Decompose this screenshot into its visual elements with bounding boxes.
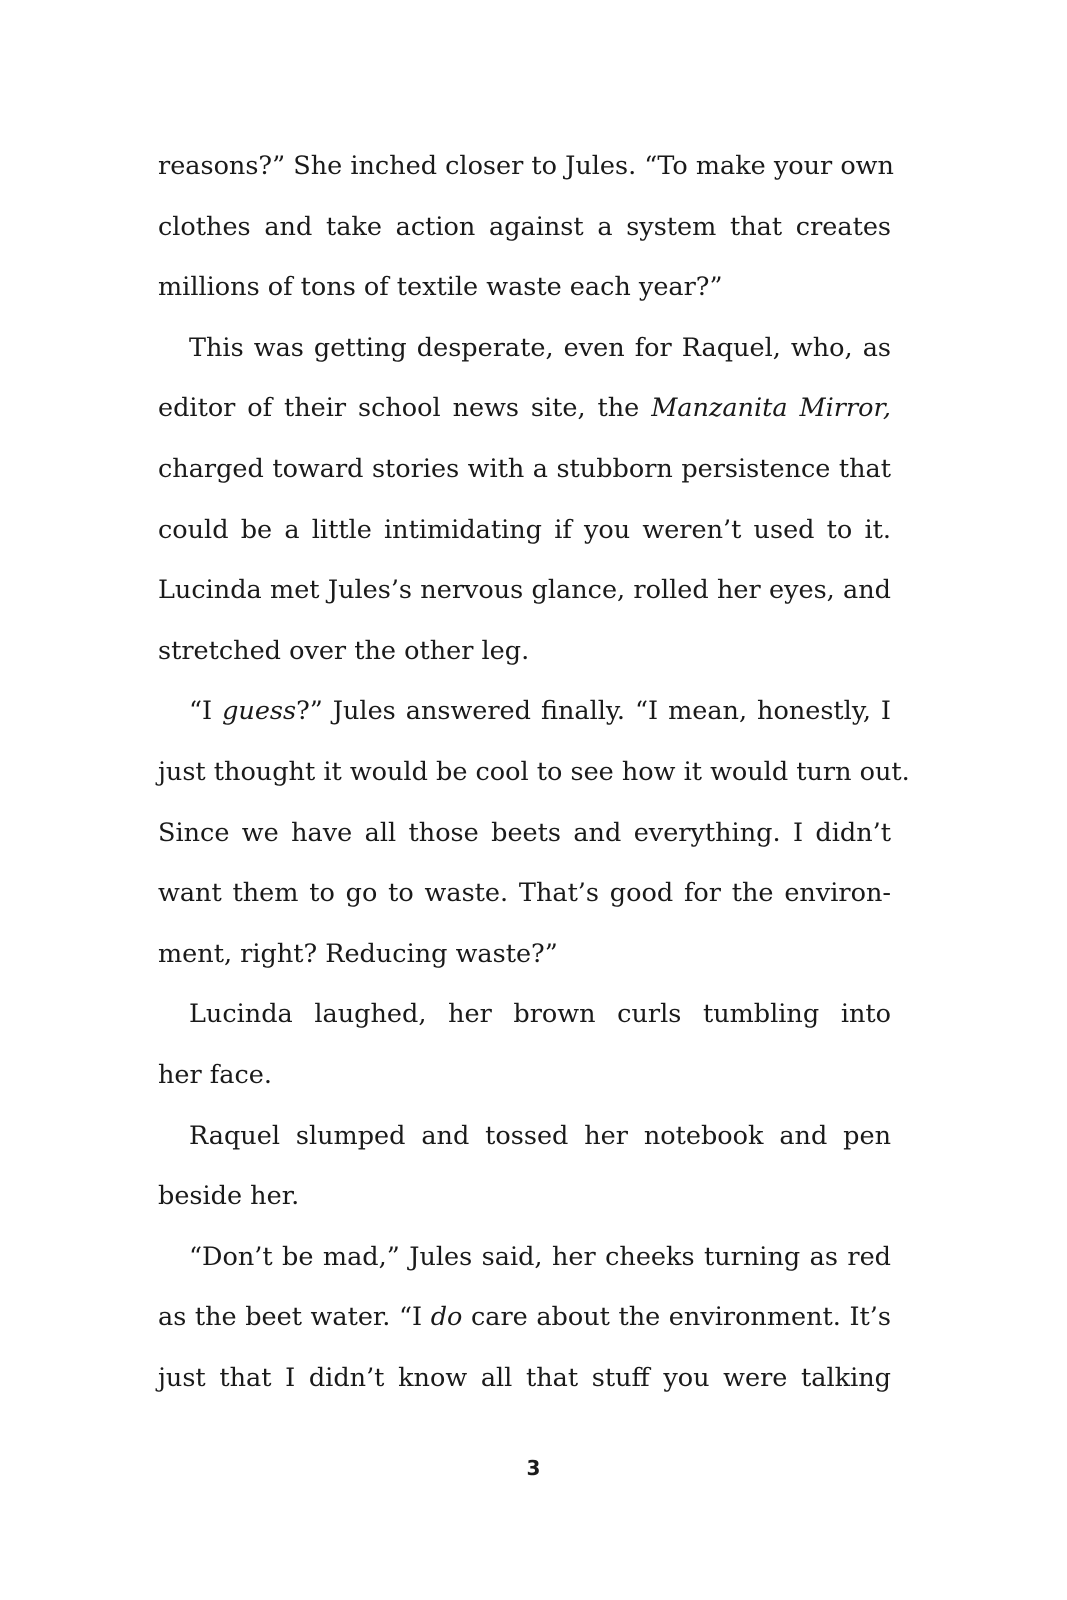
text-line [158, 257, 891, 318]
text-segment: reasons?” She inched closer to Jules. “To make your own [158, 151, 894, 181]
text-line [158, 681, 891, 742]
text-line [158, 500, 891, 561]
text-segment: care about the environment. It’s [462, 1302, 891, 1333]
text-line [158, 1287, 891, 1348]
text-segment: want them to go to waste. That’s good for the environ- [158, 878, 891, 909]
text-segment: clothes and take action against a system that creates [158, 211, 891, 242]
body-text [158, 136, 910, 1408]
text-segment: Since we have all those beets and everything. I didn’t [158, 817, 891, 848]
text-line [158, 924, 891, 985]
text-segment: ?” Jules answered finally. “I mean, honestly, I [296, 696, 891, 727]
text-line [158, 439, 891, 500]
text-segment: This was getting desperate, even for Raquel, who, as [189, 332, 891, 363]
page-number: 3 [526, 1456, 541, 1480]
text-line [158, 984, 891, 1045]
text-segment: just thought it would be cool to see how it would turn out. [158, 756, 910, 787]
text-segment: stretched over the other leg. [158, 635, 530, 666]
text-line [158, 560, 891, 621]
text-segment: could be a little intimidating if you weren’t used to it. [158, 514, 891, 545]
text-segment: ment, right? Reducing waste?” [158, 938, 558, 969]
italic-text: do [430, 1302, 463, 1333]
text-segment: her face. [158, 1059, 272, 1090]
italic-text: Manzanita Mirror, [651, 393, 891, 424]
text-segment: as the beet water. “I [158, 1302, 431, 1333]
text-line [158, 1106, 891, 1167]
text-line [158, 1166, 891, 1227]
text-line [158, 742, 910, 803]
text-line [158, 863, 891, 924]
text-segment: Lucinda met Jules’s nervous glance, rolled her eyes, and [158, 575, 891, 606]
text-line [158, 621, 891, 682]
text-segment: charged toward stories with a stubborn persistence that [158, 453, 891, 484]
text-line [158, 1348, 891, 1409]
text-line [158, 378, 891, 439]
text-line [158, 197, 891, 258]
text-segment: “I [189, 696, 223, 727]
italic-text: guess [222, 696, 297, 727]
text-segment: just that I didn’t know all that stuff you were talking [158, 1362, 891, 1393]
text-line [158, 136, 894, 197]
text-segment: beside her. [158, 1181, 300, 1212]
text-segment: Raquel slumped and tossed her notebook and pen [189, 1120, 891, 1151]
text-line [158, 1227, 891, 1288]
text-segment: editor of their school news site, the [158, 393, 652, 424]
text-segment: “Don’t be mad,” Jules said, her cheeks turning as red [189, 1241, 891, 1272]
text-segment: millions of tons of textile waste each year?” [158, 272, 723, 303]
text-line [158, 803, 891, 864]
text-line [158, 318, 891, 379]
text-line [158, 1045, 891, 1106]
text-segment: Lucinda laughed, her brown curls tumbling into [189, 999, 891, 1030]
